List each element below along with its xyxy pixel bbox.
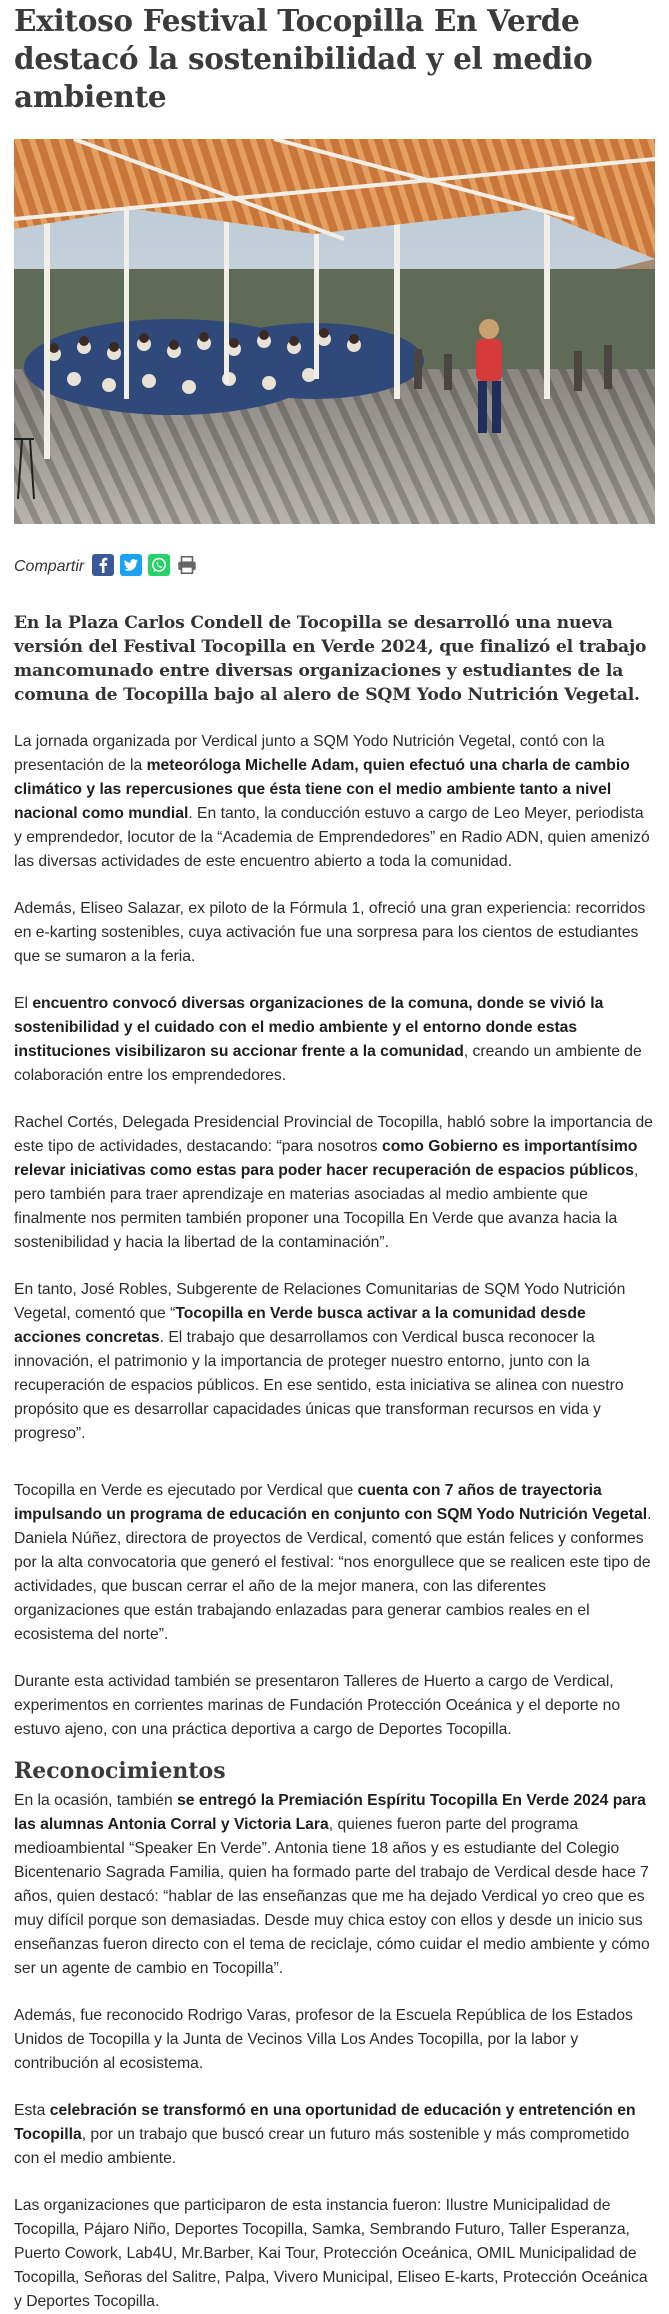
- facebook-share-button[interactable]: [92, 554, 114, 576]
- paragraph-3-text-c: , creando un ambiente de colaboración entre los emprendedores.: [14, 1043, 642, 1084]
- paragraph-1-bold: meteoróloga Michelle Adam, quien efectuó una charla de cambio climático y las repercusiones que ésta tiene con el medio ambiente tanto a nivel nacional como mundial: [14, 757, 630, 822]
- paragraph-4-text-a: Rachel Cortés, Delegada Presidencial Provincial de Tocopilla, habló sobre la importancia de este tipo de actividades, destacando: “para nosotros: [14, 1114, 653, 1155]
- paragraph-8-bold: se entregó la Premiación Espíritu Tocopilla En Verde 2024 para las alumnas Antonia Corral y Victoria Lara: [14, 1792, 646, 1833]
- paragraph-10-bold: celebración se transformó en una oportunidad de educación y entretención en Tocopilla: [14, 2102, 636, 2143]
- paragraph-1: [14, 730, 655, 874]
- facebook-icon: [92, 554, 114, 576]
- paragraph-8: [14, 1789, 655, 1981]
- paragraph-5-bold: Tocopilla en Verde busca activar a la comunidad desde acciones concretas: [14, 1305, 586, 1346]
- paragraph-6-bold: cuenta con 7 años de trayectoria impulsando un programa de educación en conjunto con SQM Yodo Nutrición Vegetal: [14, 1482, 648, 1523]
- share-label: Compartir: [14, 558, 85, 575]
- article-photo: [14, 139, 655, 524]
- twitter-share-button[interactable]: [120, 554, 142, 576]
- print-button[interactable]: [176, 554, 198, 576]
- print-icon: [176, 553, 198, 577]
- article: [14, 0, 655, 2314]
- paragraph-6-text-c: . Daniela Núñez, directora de proyectos de Verdical, comentó que están felices y conformes por la alta convocatoria que generó el festival: “nos enorgullece que se realicen este tipo de actividades, que buscan cerrar el año de la mejor manera, con las diferentes organizaciones que están trabajando enlazadas para generar cambios reales en el ecosistema del norte”.: [14, 1506, 652, 1643]
- festival-photo-illustration: [14, 139, 655, 524]
- paragraph-6-text-a: Tocopilla en Verde es ejecutado por Verdical que: [14, 1482, 358, 1499]
- paragraph-3-bold: encuentro convocó diversas organizaciones de la comuna, donde se vivió la sostenibilidad y el cuidado con el medio ambiente y el entorno donde estas instituciones visibilizaron su accionar frente a la comunidad: [14, 995, 604, 1060]
- paragraph-1-text-a: La jornada organizada por Verdical junto a SQM Yodo Nutrición Vegetal, contó con la presentación de la: [14, 733, 605, 774]
- paragraph-5: [14, 1278, 655, 1446]
- twitter-icon: [120, 554, 142, 576]
- section-title-reconocimientos: Reconocimientos: [14, 1758, 226, 1784]
- paragraph-5-text-a: En tanto, José Robles, Subgerente de Relaciones Comunitarias de SQM Yodo Nutrición Vegetal, comentó que “: [14, 1281, 626, 1322]
- paragraph-10: [14, 2099, 655, 2171]
- paragraph-4-text-c: , pero también para traer aprendizaje en materias asociadas al medio ambiente que finalmente nos permiten también proponer una Tocopilla En Verde que avanza hacia la sostenibilidad y hacia la libertad de la contaminación”.: [14, 1162, 639, 1251]
- paragraph-9: Además, fue reconocido Rodrigo Varas, profesor de la Escuela República de los Estados Unidos de Tocopilla y la Junta de Vecinos Villa Los Andes Tocopilla, por la labor y contribución al ecosistema.: [14, 2007, 633, 2072]
- share-bar: [14, 552, 655, 578]
- paragraph-6: [14, 1479, 655, 1647]
- paragraph-4: [14, 1111, 655, 1255]
- whatsapp-share-button[interactable]: [148, 554, 170, 576]
- paragraph-10-text-a: Esta: [14, 2102, 50, 2119]
- whatsapp-icon: [148, 554, 170, 576]
- paragraph-11: Las organizaciones que participaron de esta instancia fueron: Ilustre Municipalidad de Tocopilla, Pájaro Niño, Deportes Tocopilla, Samka, Sembrando Futuro, Taller Esperanza, Puerto Cowork, Lab4U, Mr.Barber, Kai Tour, Protección Oceánica, OMIL Municipalidad de Tocopilla, Señoras del Salitre, Palpa, Vivero Municipal, Eliseo E-karts, Protección Oceánica y Deportes Tocopilla.: [14, 2197, 648, 2310]
- paragraph-4-bold: como Gobierno es importantísimo relevar iniciativas como estas para poder hacer recuperación de espacios públicos: [14, 1138, 638, 1179]
- paragraph-10-text-c: , por un trabajo que buscó crear un futuro más sostenible y más comprometido con el medio ambiente.: [14, 2126, 630, 2167]
- paragraph-1-text-c: . En tanto, la conducción estuvo a cargo de Leo Meyer, periodista y emprendedor, locutor de la “Academia de Emprendedores” en Radio ADN, quien amenizó las diversas actividades de este encuentro abierto a toda la comunidad.: [14, 805, 650, 870]
- paragraph-8-text-a: En la ocasión, también: [14, 1792, 178, 1809]
- paragraph-2: Además, Eliseo Salazar, ex piloto de la Fórmula 1, ofreció una gran experiencia: recorridos en e-karting sostenibles, cuya activación fue una sorpresa para los cientos de estudiantes que se sumaron a la feria.: [14, 900, 646, 965]
- article-lead: En la Plaza Carlos Condell de Tocopilla se desarrolló una nueva versión del Festival Tocopilla en Verde 2024, que finalizó el trabajo mancomunado entre diversas organizaciones y estudiantes de la comuna de Tocopilla bajo al alero de SQM Yodo Nutrición Vegetal.: [14, 613, 647, 705]
- paragraph-7: Durante esta actividad también se presentaron Talleres de Huerto a cargo de Verdical, experimentos en corrientes marinas de Fundación Protección Oceánica y el deporte no estuvo ajeno, con una práctica deportiva a cargo de Deportes Tocopilla.: [14, 1673, 621, 1738]
- paragraph-8-text-c: , quienes fueron parte del programa medioambiental “Speaker En Verde”. Antonia tiene 18 años y es estudiante del Colegio Bicentenario Sagrada Familia, quien ha formado parte del trabajo de Verdical desde hace 7 años, quien destacó: “hablar de las enseñanzas que me ha dejado Verdical yo creo que es muy difícil porque son demasiadas. Desde muy chica estoy con ellos y desde un inicio sus enseñanzas fueron directo con el tema de reciclaje, cómo cuidar el medio ambiente y cómo ser un agente de cambio en Tocopilla”.: [14, 1816, 650, 1977]
- paragraph-3: [14, 992, 655, 1088]
- paragraph-5-text-c: . El trabajo que desarrollamos con Verdical busca reconocer la innovación, el patrimonio y la importancia de proteger nuestro entorno, junto con la recuperación de espacios públicos. En ese sentido, esta iniciativa se alinea con nuestro propósito que es desarrollar capacidades únicas que transforman recursos en vida y progreso”.: [14, 1329, 624, 1442]
- paragraph-3-text-a: El: [14, 995, 33, 1012]
- article-title: Exitoso Festival Tocopilla En Verde destacó la sostenibilidad y el medio ambiente: [14, 3, 593, 114]
